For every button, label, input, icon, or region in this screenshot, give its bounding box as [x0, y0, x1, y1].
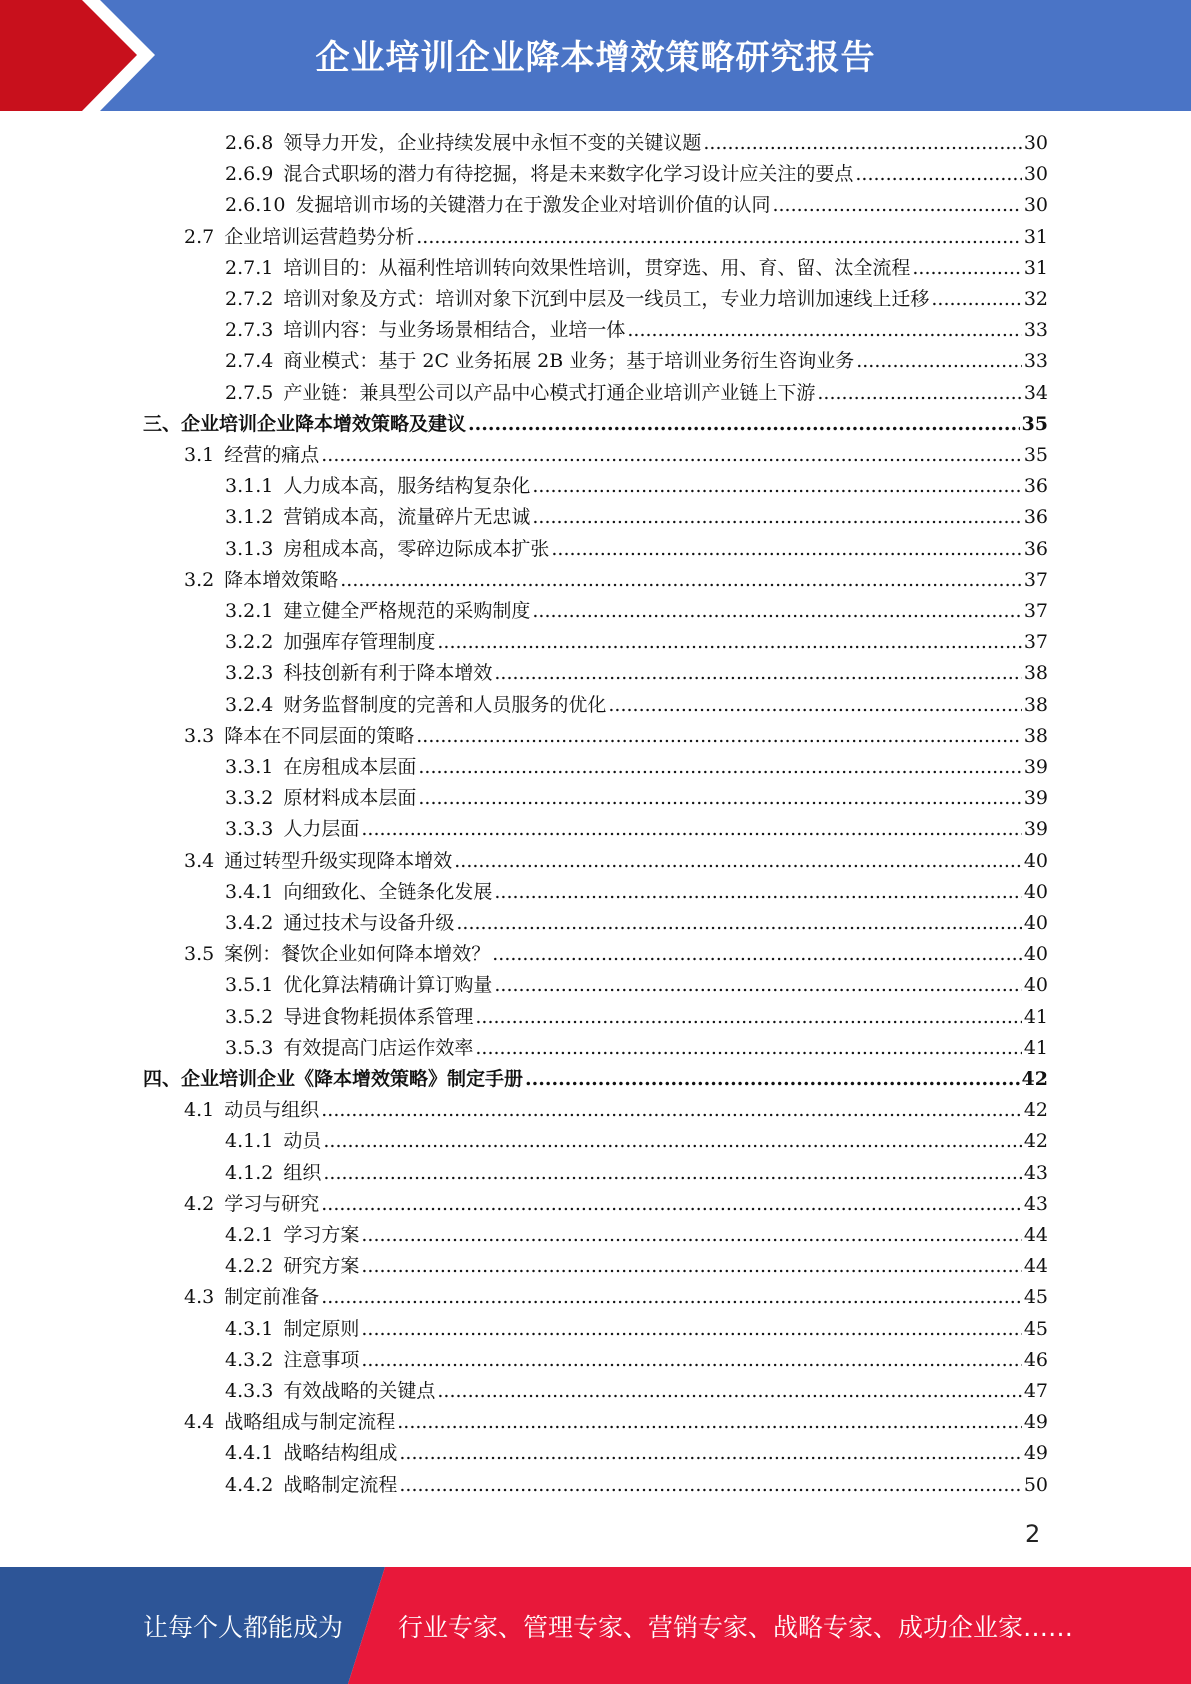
- toc-entry-page: 37: [1023, 568, 1048, 591]
- toc-entry-number: 2.7: [184, 225, 215, 248]
- toc-leader-dots: [525, 1064, 1020, 1095]
- toc-leader-dots: [361, 1251, 1021, 1282]
- toc-entry-number: 3.3: [184, 724, 215, 747]
- toc-entry[interactable]: [184, 1407, 1048, 1438]
- toc-entry[interactable]: [225, 1158, 1048, 1189]
- toc-entry[interactable]: [184, 939, 1048, 970]
- toc-entry-title: 培训目的：从福利性培训转向效果性培训，贯穿选、用、育、留、汰全流程: [283, 256, 911, 279]
- toc-leader-dots: [475, 1033, 1021, 1064]
- toc-entry-title: 案例：餐饮企业如何降本增效？: [224, 943, 491, 966]
- toc-leader-dots: [361, 1314, 1021, 1345]
- toc-entry-page: 30: [1023, 194, 1048, 217]
- toc-entry-page: 36: [1023, 475, 1048, 498]
- toc-leader-dots: [454, 846, 1022, 877]
- footer-slogan-left: 让每个人都能成为: [143, 1613, 344, 1642]
- toc-entry-title: 降本增效策略: [224, 568, 339, 591]
- toc-entry-number: 3.5.1: [225, 974, 274, 997]
- toc-entry-page: 40: [1023, 880, 1048, 903]
- toc-leader-dots: [532, 596, 1021, 627]
- toc-entry[interactable]: [184, 1189, 1048, 1220]
- toc-entry-number: 4.2.1: [225, 1224, 274, 1246]
- toc-entry-title: 动员: [283, 1130, 322, 1153]
- toc-entry-title: 降本在不同层面的策略: [224, 724, 415, 747]
- toc-entry[interactable]: [225, 908, 1048, 939]
- toc-entry-number: 2.6.8: [225, 132, 274, 154]
- toc-entry-page: 45: [1023, 1286, 1048, 1309]
- toc-entry-page: 40: [1023, 849, 1048, 872]
- toc-entry-title: 科技创新有利于降本增效: [283, 662, 493, 685]
- toc-leader-dots: [321, 440, 1022, 471]
- toc-entry-title: 培训对象及方式：培训对象下沉到中层及一线员工，专业力培训加速线上迁移: [283, 288, 930, 310]
- toc-entry-number: 3.2.4: [225, 693, 274, 716]
- toc-entry-title: 企业培训企业《降本增效策略》制定手册: [181, 1068, 524, 1090]
- toc-entry-title: 混合式职场的潜力有待挖掘，将是未来数字化学习设计应关注的要点: [283, 163, 854, 186]
- toc-entry-title: 商业模式：基于 2C 业务拓展 2B 业务；基于培训业务衍生咨询业务: [283, 350, 855, 373]
- toc-entry[interactable]: [225, 658, 1048, 689]
- toc-entry-title: 有效提高门店运作效率: [283, 1036, 474, 1059]
- toc-entry-number: 3.1: [184, 444, 215, 466]
- toc-entry[interactable]: [225, 627, 1048, 658]
- toc-entry[interactable]: [225, 128, 1048, 159]
- toc-leader-dots: [416, 721, 1022, 752]
- toc-entry-page: 40: [1023, 943, 1048, 966]
- toc-entry-number: 3.1.2: [225, 506, 274, 529]
- toc-entry[interactable]: [225, 814, 1048, 845]
- toc-entry-title: 企业培训运营趋势分析: [224, 225, 415, 248]
- toc-entry-number: 3.3.1: [225, 756, 274, 778]
- toc-entry-number: 4.1: [184, 1099, 215, 1122]
- toc-entry-number: 3.4: [184, 849, 215, 872]
- toc-entry-number: 2.7.2: [225, 288, 274, 310]
- toc-entry-title: 学习与研究: [224, 1192, 320, 1215]
- toc-entry-title: 制定原则: [283, 1317, 360, 1340]
- toc-entry-number: 3.1.3: [225, 537, 274, 560]
- toc-leader-dots: [494, 658, 1021, 689]
- toc-leader-dots: [321, 1189, 1022, 1220]
- toc-entry-title: 制定前准备: [224, 1286, 320, 1309]
- footer-slogan-right: 行业专家、管理专家、营销专家、战略专家、成功企业家……: [398, 1613, 1074, 1642]
- toc-entry-title: 房租成本高，零碎边际成本扩张: [283, 537, 550, 560]
- toc-entry-page: 47: [1023, 1380, 1048, 1402]
- toc-entry-page: 43: [1023, 1192, 1048, 1215]
- toc-leader-dots: [361, 1220, 1021, 1251]
- toc-entry-page: 41: [1023, 1036, 1048, 1059]
- toc-leader-dots: [456, 908, 1021, 939]
- toc-entry-page: 35: [1021, 412, 1048, 435]
- toc-entry-page: 32: [1023, 288, 1048, 310]
- toc-entry-number: 3.2: [184, 568, 215, 591]
- toc-entry-number: 3.4.2: [225, 912, 274, 934]
- toc-entry[interactable]: [225, 1376, 1048, 1407]
- toc-leader-dots: [492, 939, 1022, 970]
- toc-leader-dots: [912, 253, 1021, 284]
- toc-leader-dots: [532, 471, 1021, 502]
- toc-entry-number: 3.1.1: [225, 475, 274, 498]
- toc-entry[interactable]: [225, 783, 1048, 814]
- toc-entry-number: 4.4: [184, 1411, 215, 1434]
- toc-leader-dots: [772, 190, 1021, 221]
- toc-entry-title: 发掘培训市场的关键潜力在于激发企业对培训价值的认同: [295, 194, 771, 217]
- toc-entry-page: 39: [1023, 818, 1048, 841]
- toc-entry-number: 2.6.10: [225, 194, 286, 217]
- toc-leader-dots: [437, 1376, 1021, 1407]
- toc-entry[interactable]: [225, 502, 1048, 533]
- toc-leader-dots: [397, 1407, 1022, 1438]
- toc-entry-page: 35: [1023, 444, 1048, 466]
- toc-entry-page: 30: [1023, 163, 1048, 186]
- toc-entry-number: 4.3.2: [225, 1348, 274, 1371]
- toc-entry-page: 40: [1023, 974, 1048, 997]
- toc-entry-page: 42: [1023, 1130, 1048, 1153]
- toc-entry-number: 三、: [143, 412, 182, 435]
- toc-entry-page: 33: [1023, 350, 1048, 373]
- toc-entry[interactable]: [225, 690, 1048, 721]
- toc-leader-dots: [817, 378, 1021, 409]
- toc-entry-title: 经营的痛点: [224, 444, 320, 466]
- toc-entry-title: 通过技术与设备升级: [283, 912, 455, 934]
- toc-entry-page: 34: [1023, 381, 1048, 404]
- toc-entry-title: 在房租成本层面: [283, 756, 417, 778]
- toc-entry-page: 49: [1023, 1442, 1048, 1465]
- toc-entry-number: 4.4.1: [225, 1442, 274, 1465]
- toc-entry-title: 原材料成本层面: [283, 787, 417, 810]
- toc-entry-number: 3.3.2: [225, 787, 274, 810]
- toc-entry-page: 39: [1023, 756, 1048, 778]
- toc-leader-dots: [321, 1282, 1022, 1313]
- toc-leader-dots: [551, 534, 1021, 565]
- toc-entry-title: 研究方案: [283, 1255, 360, 1278]
- report-title: 企业培训企业降本增效策略研究报告: [315, 38, 876, 78]
- toc-entry-title: 财务监督制度的完善和人员服务的优化: [283, 693, 607, 716]
- toc-entry[interactable]: [225, 284, 1048, 315]
- toc-leader-dots: [931, 284, 1021, 315]
- toc-leader-dots: [321, 1095, 1022, 1126]
- toc-entry[interactable]: [225, 534, 1048, 565]
- toc-entry-page: 31: [1023, 256, 1048, 279]
- toc-entry-page: 38: [1023, 662, 1048, 685]
- toc-entry-number: 2.7.3: [225, 319, 274, 342]
- toc-leader-dots: [361, 1345, 1021, 1376]
- toc-leader-dots: [494, 970, 1021, 1001]
- toc-entry-page: 42: [1021, 1068, 1048, 1090]
- toc-leader-dots: [418, 783, 1021, 814]
- toc-leader-dots: [475, 1002, 1021, 1033]
- toc-entry-page: 49: [1023, 1411, 1048, 1434]
- toc-entry[interactable]: [225, 1314, 1048, 1345]
- toc-entry[interactable]: [225, 1438, 1048, 1469]
- page-number: 2: [1025, 1520, 1041, 1548]
- toc-entry-number: 2.6.9: [225, 163, 274, 186]
- toc-entry-page: 33: [1023, 319, 1048, 342]
- toc-entry-title: 加强库存管理制度: [283, 631, 436, 654]
- toc-leader-dots: [437, 627, 1021, 658]
- toc-leader-dots: [627, 315, 1021, 346]
- toc-entry-title: 企业培训企业降本增效策略及建议: [181, 412, 467, 435]
- toc-entry-page: 37: [1023, 631, 1048, 654]
- toc-entry[interactable]: [184, 721, 1048, 752]
- toc-entry-title: 人力层面: [283, 818, 360, 841]
- toc-entry-title: 向细致化、全链条化发展: [283, 880, 493, 903]
- toc-entry-title: 战略结构组成: [283, 1442, 398, 1465]
- toc-entry[interactable]: [225, 1251, 1048, 1282]
- toc-entry-page: 36: [1023, 537, 1048, 560]
- toc-leader-dots: [418, 752, 1021, 783]
- toc-entry[interactable]: [225, 1033, 1048, 1064]
- toc-leader-dots: [416, 222, 1022, 253]
- toc-leader-dots: [703, 128, 1021, 159]
- toc-entry-page: 38: [1023, 724, 1048, 747]
- toc-entry-page: 31: [1023, 225, 1048, 248]
- toc-entry-number: 3.2.2: [225, 631, 274, 654]
- toc-entry[interactable]: [225, 1345, 1048, 1376]
- toc-entry-number: 3.3.3: [225, 818, 274, 841]
- toc-entry[interactable]: [225, 253, 1048, 284]
- page-header: [0, 0, 1191, 111]
- toc-entry-number: 4.1.2: [225, 1161, 274, 1184]
- toc-entry-title: 组织: [283, 1161, 322, 1184]
- toc-entry-number: 2.7.5: [225, 381, 274, 404]
- toc-entry-number: 4.3.1: [225, 1317, 274, 1340]
- toc-entry[interactable]: [225, 471, 1048, 502]
- toc-entry-title: 注意事项: [283, 1348, 360, 1371]
- toc-entry[interactable]: [225, 752, 1048, 783]
- toc-entry-number: 2.7.4: [225, 350, 274, 373]
- toc-entry-page: 50: [1023, 1473, 1048, 1496]
- toc-entry[interactable]: [184, 440, 1048, 471]
- toc-entry-title: 优化算法精确计算订购量: [283, 974, 493, 997]
- toc-entry[interactable]: [225, 1220, 1048, 1251]
- toc-leader-dots: [532, 502, 1021, 533]
- toc-entry[interactable]: [184, 846, 1048, 877]
- toc-entry[interactable]: [184, 1282, 1048, 1313]
- toc-entry[interactable]: [184, 1095, 1048, 1126]
- toc-entry-title: 有效战略的关键点: [283, 1380, 436, 1402]
- toc-entry-title: 领导力开发，企业持续发展中永恒不变的关键议题: [283, 132, 702, 154]
- toc-leader-dots: [855, 159, 1021, 190]
- toc-entry[interactable]: [184, 565, 1048, 596]
- toc-entry-title: 通过转型升级实现降本增效: [224, 849, 453, 872]
- toc-entry-title: 战略组成与制定流程: [224, 1411, 396, 1434]
- toc-entry-page: 44: [1023, 1224, 1048, 1246]
- toc-entry-page: 44: [1023, 1255, 1048, 1278]
- toc-entry-title: 导进食物耗损体系管理: [283, 1005, 474, 1028]
- toc-entry[interactable]: [225, 1002, 1048, 1033]
- toc-entry-page: 39: [1023, 787, 1048, 810]
- toc-entry-title: 培训内容：与业务场景相结合，业培一体: [283, 319, 626, 342]
- toc-entry[interactable]: [225, 378, 1048, 409]
- toc-entry-number: 3.2.1: [225, 600, 274, 622]
- toc-entry[interactable]: [225, 877, 1048, 908]
- toc-leader-dots: [323, 1126, 1021, 1157]
- toc-entry-number: 3.5: [184, 943, 215, 966]
- toc-entry-number: 3.5.2: [225, 1005, 274, 1028]
- toc-entry-title: 建立健全严格规范的采购制度: [283, 600, 531, 622]
- toc-entry-number: 3.4.1: [225, 880, 274, 903]
- toc-entry[interactable]: [225, 596, 1048, 627]
- toc-entry[interactable]: [225, 970, 1048, 1001]
- toc-entry-page: 43: [1023, 1161, 1048, 1184]
- toc-entry[interactable]: [225, 159, 1048, 190]
- toc-leader-dots: [856, 346, 1022, 377]
- toc-entry-page: 41: [1023, 1005, 1048, 1028]
- toc-entry-number: 4.3: [184, 1286, 215, 1309]
- toc-entry-title: 产业链：兼具型公司以产品中心模式打通企业培训产业链上下游: [283, 381, 816, 404]
- toc-entry-title: 营销成本高，流量碎片无忠诚: [283, 506, 531, 529]
- toc-leader-dots: [361, 814, 1021, 845]
- toc-entry-page: 30: [1023, 132, 1048, 154]
- toc-entry-number: 4.3.3: [225, 1380, 274, 1402]
- toc-leader-dots: [468, 409, 1020, 440]
- toc-entry[interactable]: [225, 190, 1048, 221]
- toc-entry-page: 46: [1023, 1348, 1048, 1371]
- toc-entry-page: 45: [1023, 1317, 1048, 1340]
- toc-entry[interactable]: [225, 1470, 1048, 1501]
- toc-entry-number: 四、: [143, 1068, 182, 1090]
- toc-entry-title: 人力成本高，服务结构复杂化: [283, 475, 531, 498]
- toc-leader-dots: [399, 1470, 1021, 1501]
- toc-entry[interactable]: [143, 1064, 1048, 1095]
- toc-leader-dots: [323, 1158, 1021, 1189]
- toc-leader-dots: [608, 690, 1021, 721]
- toc-entry[interactable]: [225, 346, 1048, 377]
- toc-entry-number: 3.2.3: [225, 662, 274, 685]
- toc-entry-title: 学习方案: [283, 1224, 360, 1246]
- toc-entry-page: 42: [1023, 1099, 1048, 1122]
- toc-entry-page: 37: [1023, 600, 1048, 622]
- toc-entry-number: 3.5.3: [225, 1036, 274, 1059]
- toc-entry-page: 36: [1023, 506, 1048, 529]
- toc-entry[interactable]: [184, 222, 1048, 253]
- toc-entry[interactable]: [143, 409, 1048, 440]
- toc-entry-page: 40: [1023, 912, 1048, 934]
- toc-leader-dots: [399, 1438, 1021, 1469]
- toc-entry[interactable]: [225, 1126, 1048, 1157]
- toc-entry-number: 4.2.2: [225, 1255, 274, 1278]
- page-footer: [0, 1567, 1191, 1684]
- toc-leader-dots: [340, 565, 1022, 596]
- toc-entry-number: 4.1.1: [225, 1130, 274, 1153]
- toc-entry-number: 2.7.1: [225, 256, 274, 279]
- toc-entry-page: 38: [1023, 693, 1048, 716]
- toc-entry-number: 4.4.2: [225, 1473, 274, 1496]
- toc-entry-title: 战略制定流程: [283, 1473, 398, 1496]
- toc-entry[interactable]: [225, 315, 1048, 346]
- toc-entry-title: 动员与组织: [224, 1099, 320, 1122]
- toc-leader-dots: [494, 877, 1021, 908]
- toc-entry-number: 4.2: [184, 1192, 215, 1215]
